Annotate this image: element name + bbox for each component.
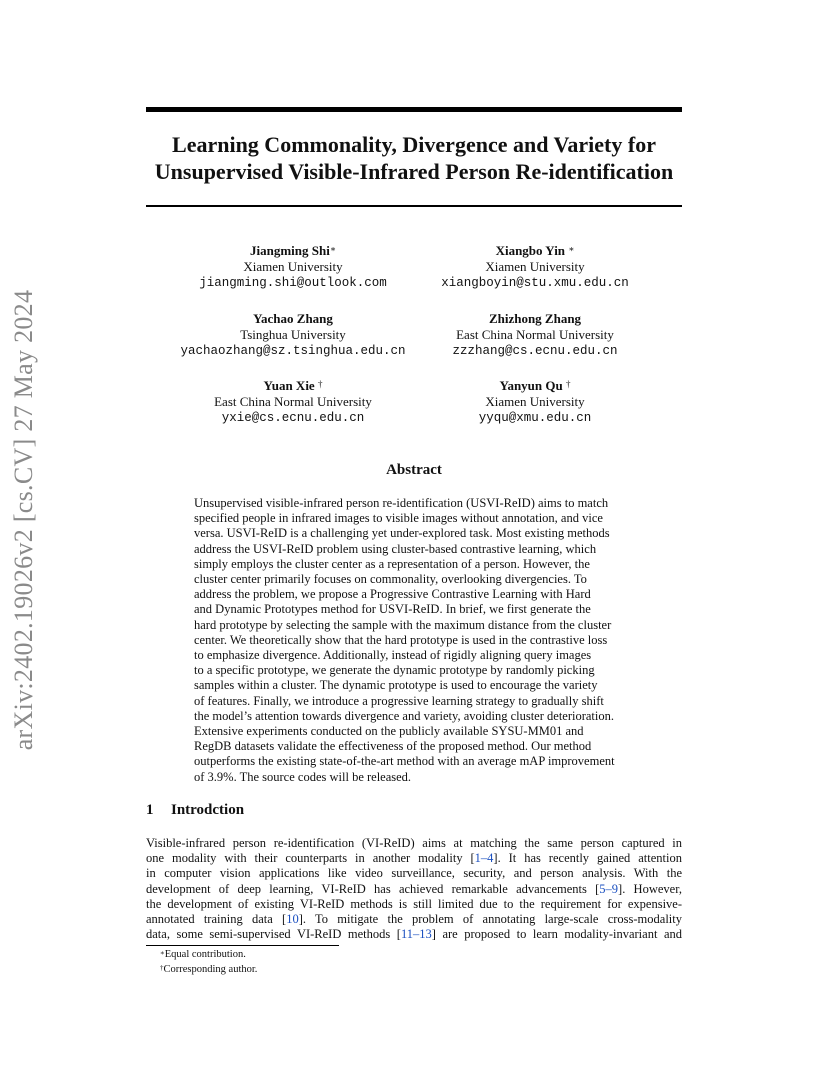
author-affiliation: Xiamen University [485,394,585,409]
abstract-body [194,496,634,785]
author-mark: † [565,379,571,389]
intro-line [146,912,682,927]
abstract-line: of 3.9%. The source codes will be released. [194,769,412,784]
intro-text: annotated training data [ [146,912,287,927]
author-block [158,311,428,359]
intro-paragraph [146,836,682,942]
title-line: Unsupervised Visible-Infrared Person Re-identification [154,159,674,184]
intro-text: Visible-infrared person re-identification (VI-ReID) aims at matching the same person captured in [146,836,682,850]
author-block [158,378,428,426]
author-affiliation: Tsinghua University [240,327,346,342]
author-email[interactable]: yachaozhang@sz.tsinghua.edu.cn [180,344,406,358]
author-email[interactable]: yyqu@xmu.edu.cn [478,411,592,425]
intro-line [146,866,682,881]
citation-link[interactable]: 5–9 [599,881,619,896]
abstract-line: center. We theoretically show that the hard prototype is used in the contrastive loss [194,632,608,647]
abstract-heading: Abstract [386,462,442,478]
intro-text: ] are proposed to learn modality-invariant and [431,927,682,942]
intro-text: one modality with their counterparts in another modality [ [146,851,475,866]
section-heading [146,802,244,819]
abstract-line: simply employs the cluster center as a representation of a person. However, the [194,556,590,571]
citation-link[interactable]: 11–13 [400,927,432,942]
abstract-line: outperforms the existing state-of-the-art method with an average mAP improvement [194,754,615,769]
author-block [400,378,670,426]
intro-line [146,836,682,851]
author-block [400,243,670,291]
abstract-line: of features. Finally, we introduce a progressive learning strategy to gradually shift [194,693,604,708]
abstract-line: hard prototype by selecting the sample with the maximum distance from the cluster [194,617,612,632]
footnote-rule [146,945,339,946]
footnote-mark: † [160,964,164,972]
intro-line [146,882,682,897]
author-email[interactable]: zzzhang@cs.ecnu.edu.cn [452,344,618,358]
author-name: Zhizhong Zhang [488,311,582,326]
abstract-line: the model’s attention towards divergence and variety, avoiding cluster deterioration. [194,708,615,723]
arxiv-identifier: arXiv:2402.19026v2 [cs.CV] 27 May 2024 [9,289,38,751]
footnote-text: Corresponding author. [163,964,258,975]
abstract-line: cluster center primarily focuses on commonality, overlooking divergencies. To [194,572,587,587]
author-name: Jiangming Shi [250,243,330,258]
footnote-mark: ∗ [160,949,165,957]
abstract-line: to emphasize divergence. Additionally, instead of rigidly aligning query images [194,648,592,663]
author-affiliation: East China Normal University [214,394,372,409]
abstract-line: address the problem, we propose a Progressive Contrastive Learning with Hard [194,587,591,602]
abstract-line: specified people in infrared images to visible images without annotation, and vice [194,511,603,526]
abstract-line: samples within a cluster. The dynamic prototype is used to encourage the variety [194,678,598,693]
intro-text: ]. However, [618,881,682,896]
intro-text: ]. To mitigate the problem of annotating large-scale cross-modality [298,912,683,927]
author-email[interactable]: xiangboyin@stu.xmu.edu.cn [441,276,629,290]
abstract-line: RegDB datasets validate the effectiveness of the proposed method. Our method [194,739,592,754]
footnote-text: Equal contribution. [164,949,246,960]
abstract-line: to a specific prototype, we generate the dynamic prototype by randomly picking [194,663,595,678]
author-affiliation: Xiamen University [243,259,343,274]
citation-link[interactable]: 10 [286,912,299,927]
citation-link[interactable]: 1–4 [474,851,494,866]
intro-text: in computer vision applications like video surveillance, security, and person analysis. With the [146,866,682,881]
abstract-line: Extensive experiments conducted on the publicly available SYSU-MM01 and [194,724,584,739]
author-affiliation: East China Normal University [456,327,614,342]
author-mark: † [317,379,323,389]
abstract-line: address the USVI-ReID problem using cluster-based contrastive learning, which [194,541,597,556]
title-top-rule [146,107,682,112]
intro-line [146,927,682,942]
intro-text: development of deep learning, VI-ReID has achieved remarkable advancements [ [146,881,600,896]
author-affiliation: Xiamen University [485,259,585,274]
author-name: Xiangbo Yin [495,243,566,258]
author-block [400,311,670,359]
author-name: Yanyun Qu [499,378,563,393]
abstract-line: versa. USVI-ReID is a challenging yet under-explored task. Most existing methods [194,526,610,541]
section-title: Introdction [171,802,245,818]
author-name: Yuan Xie [263,378,315,393]
intro-text: data, some semi-supervised VI-ReID methods [ [146,927,401,942]
author-name: Yachao Zhang [253,311,333,326]
intro-text: the development of existing VI-ReID methods is still limited due to the requirement for expensive- [146,896,682,911]
author-block [158,243,428,291]
paper-title [146,131,682,185]
intro-text: ]. It has recently gained attention [493,851,682,866]
abstract-line: Unsupervised visible-infrared person re-identification (USVI-ReID) aims to match [194,496,609,510]
footnote [160,948,246,961]
footnote [160,963,257,976]
intro-line [146,897,682,912]
section-number: 1 [146,802,154,818]
author-mark: ∗ [568,244,575,254]
title-bottom-rule [146,205,682,207]
author-mark: ∗ [329,244,336,254]
title-line: Learning Commonality, Divergence and Variety for [172,132,656,157]
author-email[interactable]: yxie@cs.ecnu.edu.cn [221,411,365,425]
author-email[interactable]: jiangming.shi@outlook.com [199,276,387,290]
intro-line [146,851,682,866]
abstract-line: and Dynamic Prototypes method for USVI-ReID. In brief, we first generate the [194,602,591,617]
